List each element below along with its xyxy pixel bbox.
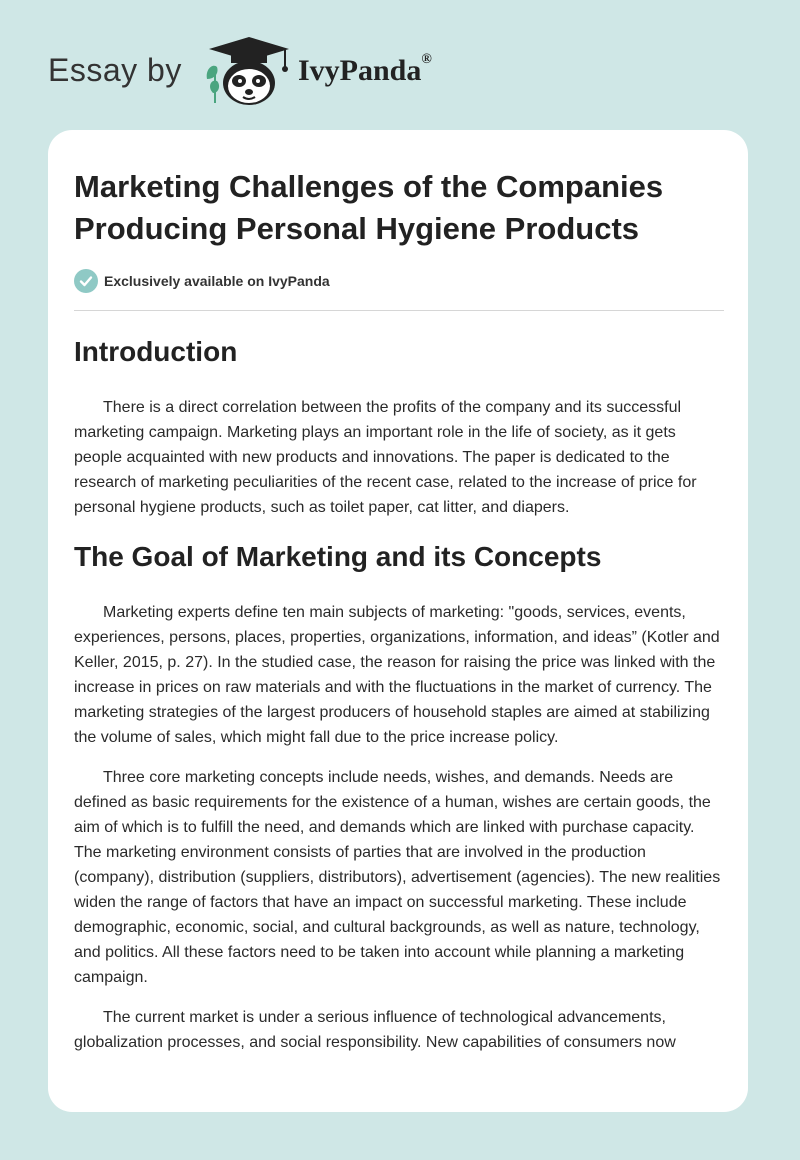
exclusive-badge-label: Exclusively available on IvyPanda bbox=[104, 273, 330, 289]
brand-name-text: IvyPanda bbox=[298, 54, 422, 87]
essay-title: Marketing Challenges of the Companies Producing Personal Hygiene Products bbox=[74, 169, 664, 246]
essay-content bbox=[74, 166, 724, 1055]
paragraph: There is a direct correlation between the profits of the company and its successful marketing campaign. Marketing plays an important role in the life of society, as it gets people acquainted with new products and innovations. The paper is dedicated to the research of marketing peculiarities of the recent case, related to the increase of price for personal hygiene products, such as toilet paper, cat litter, and diapers. bbox=[74, 399, 697, 516]
essay-card bbox=[48, 130, 748, 1112]
exclusive-badge bbox=[74, 268, 724, 294]
registered-mark: ® bbox=[421, 52, 432, 67]
paragraph: Three core marketing concepts include needs, wishes, and demands. Needs are defined as basic requirements for the existence of a human, wishes are certain goods, the aim of which is to fulfill the need, and demands which are linked with purchase capacity. The marketing environment consists of parties that are involved in the production (company), distribution (suppliers, distributors), advertisement (agencies). The new realities widen the range of factors that have an impact on successful marketing. These include demographic, economic, social, and cultural backgrounds, as well as nature, technology, and politics. All these factors need to be taken into account while planning a marketing campaign. bbox=[74, 769, 721, 986]
brand-name[interactable] bbox=[298, 54, 432, 88]
check-circle-icon bbox=[74, 269, 98, 293]
panda-graduate-logo-icon[interactable] bbox=[203, 33, 295, 109]
essay-by-label: Essay by bbox=[48, 52, 182, 88]
paragraph: The current market is under a serious influence of technological advancements, globalization processes, and social responsibility. New capabilities of consumers now bbox=[74, 1009, 676, 1051]
divider bbox=[74, 310, 724, 311]
paragraph: Marketing experts define ten main subjects of marketing: "goods, services, events, experiences, persons, places, properties, organizations, information, and ideas” (Kotler and Keller, 2015, p. 27). In the studied case, the reason for raising the price was linked with the increase in prices on raw materials and with the fluctuations in the market of currency. The marketing strategies of the largest producers of household staples are aimed at stabilizing the volume of sales, which might fall due to the price increase policy. bbox=[74, 604, 720, 746]
section-heading-goal-of-marketing: The Goal of Marketing and its Concepts bbox=[74, 541, 602, 572]
section-heading-introduction: Introduction bbox=[74, 336, 238, 367]
site-header bbox=[0, 0, 800, 130]
